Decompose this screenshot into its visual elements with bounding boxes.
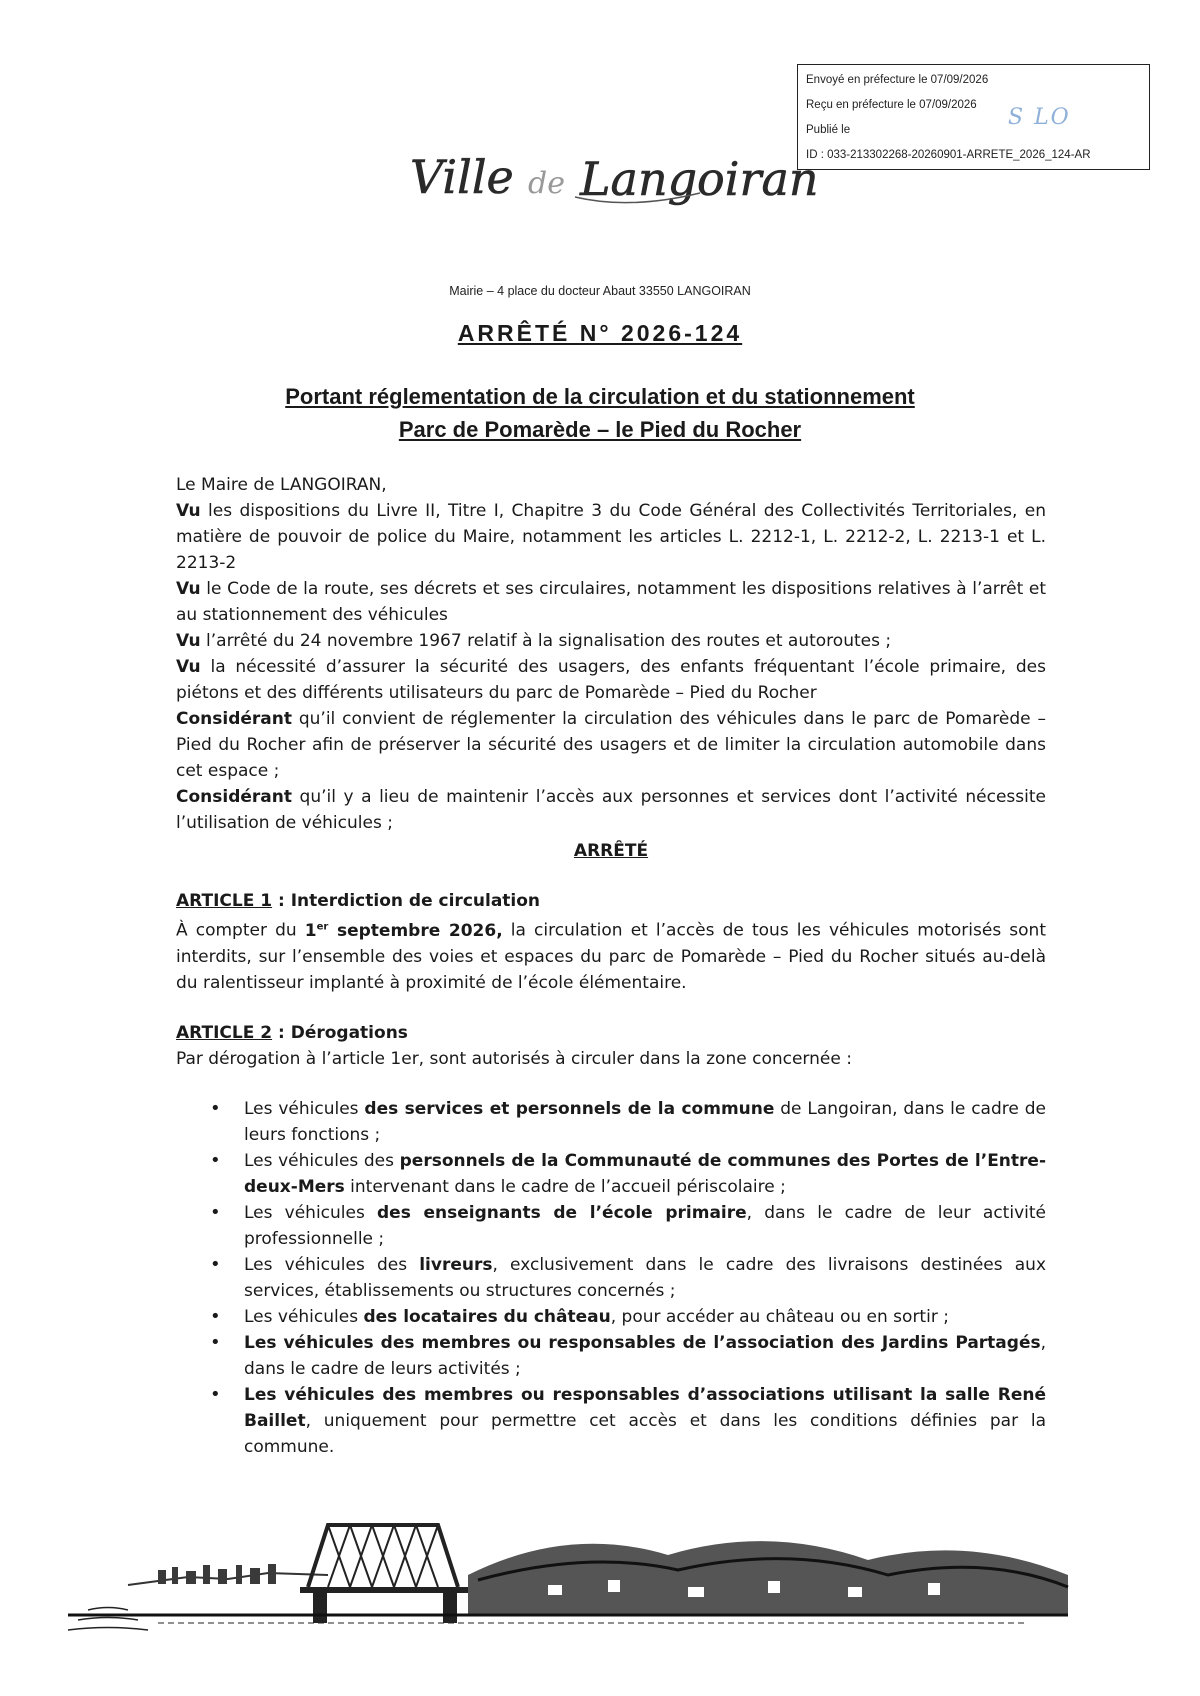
prefecture-stamp (797, 64, 1150, 170)
visa-3 (176, 628, 1046, 654)
article-1-title: : Interdiction de circulation (272, 891, 541, 911)
derogation-text-bold: des locataires du château (363, 1306, 611, 1327)
arrete-heading: ARRÊTÉ (573, 841, 649, 861)
derogation-text-post: , dans le cadre de leur activité professionnelle ; (244, 1202, 1046, 1249)
derogation-text-pre: Les véhicules des (244, 1150, 400, 1171)
derogation-item (244, 1096, 1046, 1148)
article-1-text-a: À compter du (176, 920, 305, 941)
arrete-subject (0, 380, 1200, 446)
considerant-text: qu’il y a lieu de maintenir l’accès aux personnes et services dont l’activité nécessite l’utilisation de véhicules ; (176, 787, 1046, 833)
visa-text: la nécessité d’assurer la sécurité des usagers, des enfants fréquentant l’école primaire, des piétons et des différents utilisateurs du parc de Pomarède – Pied du Rocher (176, 657, 1046, 703)
article-2-heading (176, 1020, 1046, 1046)
derogation-text-bold: des enseignants de l’école primaire (377, 1202, 747, 1223)
visa-text: le Code de la route, ses décrets et ses circulaires, notamment les dispositions relatives à l’arrêt et au stationnement des véhicules (176, 579, 1046, 625)
derogation-text-post: intervenant dans le cadre de l’accueil périscolaire ; (344, 1176, 786, 1197)
svg-text:Ville: Ville (410, 150, 514, 204)
article-1-text-b: la circulation et l’accès de tous les véhicules motorisés sont interdits, sur l’ensemble des voies et espaces du parc de Pomarède – Pied du Rocher situés au-delà du ralentisseur implanté à proximité de l’école élémentaire. (176, 920, 1046, 993)
article-1-text (176, 914, 1046, 996)
mairie-address: Mairie – 4 place du docteur Abaut 33550 LANGOIRAN (449, 284, 751, 298)
date-day: 1 (304, 920, 317, 941)
visa-4 (176, 654, 1046, 706)
ville-de-langoiran-logo (400, 135, 820, 225)
derogation-text-bold: livreurs (419, 1254, 493, 1275)
stamp-recu: Reçu en préfecture le 07/09/2026 (806, 99, 977, 111)
considerant-label: Considérant (176, 787, 292, 807)
considerant-1 (176, 706, 1046, 784)
derogations-list (176, 1096, 1046, 1460)
derogation-text-bold: personnels de la Communauté de communes des Portes de l’Entre-deux-Mers (244, 1150, 1047, 1197)
stamp-id: ID : 033-213302268-20260901-ARRETE_2026_124-AR (806, 149, 1091, 161)
considerant-label: Considérant (176, 709, 292, 729)
article-1-heading (176, 888, 1046, 914)
derogation-text-pre: Les véhicules (244, 1098, 365, 1119)
svg-text:de: de (528, 166, 565, 201)
considerant-2 (176, 784, 1046, 836)
article-1-date (305, 921, 503, 941)
article-2-title: : Dérogations (272, 1022, 408, 1043)
derogation-item (244, 1252, 1046, 1304)
preamble-intro: Le Maire de LANGOIRAN, (176, 475, 387, 495)
visa-1 (176, 498, 1046, 576)
stamp-envoye: Envoyé en préfecture le 07/09/2026 (806, 74, 989, 86)
article-1-label: ARTICLE 1 (176, 891, 273, 911)
arrete-number: ARRÊTÉ N° 2026-124 (457, 320, 743, 346)
article-2-intro: Par dérogation à l’article 1er, sont autorisés à circuler dans la zone concernée : (176, 1048, 852, 1069)
langoiran-bridge-landscape-illustration (68, 1515, 1078, 1645)
visa-text: l’arrêté du 24 novembre 1967 relatif à la signalisation des routes et autoroutes ; (200, 631, 892, 651)
stamp-signature: S LO (1008, 105, 1071, 130)
document-body (176, 472, 1046, 1460)
derogation-item (244, 1148, 1046, 1200)
derogation-item (244, 1200, 1046, 1252)
article-2-label: ARTICLE 2 (176, 1022, 273, 1043)
derogation-text-bold: Les véhicules des membres ou responsables d’associations utilisant la salle René Baillet (244, 1384, 1046, 1431)
derogation-item (244, 1304, 1046, 1330)
derogation-item (244, 1382, 1046, 1460)
derogation-text-pre: Les véhicules des (244, 1254, 420, 1275)
date-month: septembre 2026, (328, 920, 503, 941)
derogation-text-post: , uniquement pour permettre cet accès et dans les conditions définies par la commune. (244, 1410, 1046, 1457)
visa-text: les dispositions du Livre II, Titre I, Chapitre 3 du Code Général des Collectivités Territoriales, en matière de pouvoir de police du Maire, notamment les articles L. 2212-1, L. 2212-2, L. 2213-1 et L. 2213-2 (176, 501, 1046, 573)
derogation-item (244, 1330, 1046, 1382)
derogation-text-bold: Les véhicules des membres ou responsables de l’association des Jardins Partagés (244, 1332, 1041, 1353)
derogation-text-pre: Les véhicules (244, 1202, 377, 1223)
derogation-text-post: , dans le cadre de leurs activités ; (244, 1332, 1046, 1379)
visa-label: Vu (176, 501, 201, 521)
subject-line-2: Parc de Pomarède – le Pied du Rocher (398, 417, 802, 442)
visa-label: Vu (176, 657, 201, 677)
svg-text:Langoiran: Langoiran (580, 152, 819, 206)
subject-line-1: Portant réglementation de la circulation et du stationnement (285, 384, 915, 409)
derogation-text-post: , pour accéder au château ou en sortir ; (610, 1306, 949, 1327)
derogation-text-post: de Langoiran, dans le cadre de leurs fonctions ; (244, 1098, 1046, 1145)
derogation-text-pre: Les véhicules (244, 1306, 364, 1327)
visa-label: Vu (176, 579, 201, 599)
stamp-publie: Publié le (806, 124, 851, 136)
visa-label: Vu (176, 631, 201, 651)
derogation-text-bold: des services et personnels de la commune (364, 1098, 775, 1119)
visa-2 (176, 576, 1046, 628)
derogation-text-post: , exclusivement dans le cadre des livraisons destinées aux services, établissements ou structures concernés ; (244, 1254, 1047, 1301)
considerant-text: qu’il convient de réglementer la circulation des véhicules dans le parc de Pomarède – Pied du Rocher afin de préserver la sécurité des usagers et de limiter la circulation automobile dans cet espace ; (176, 709, 1046, 781)
date-sup: er (316, 921, 329, 932)
